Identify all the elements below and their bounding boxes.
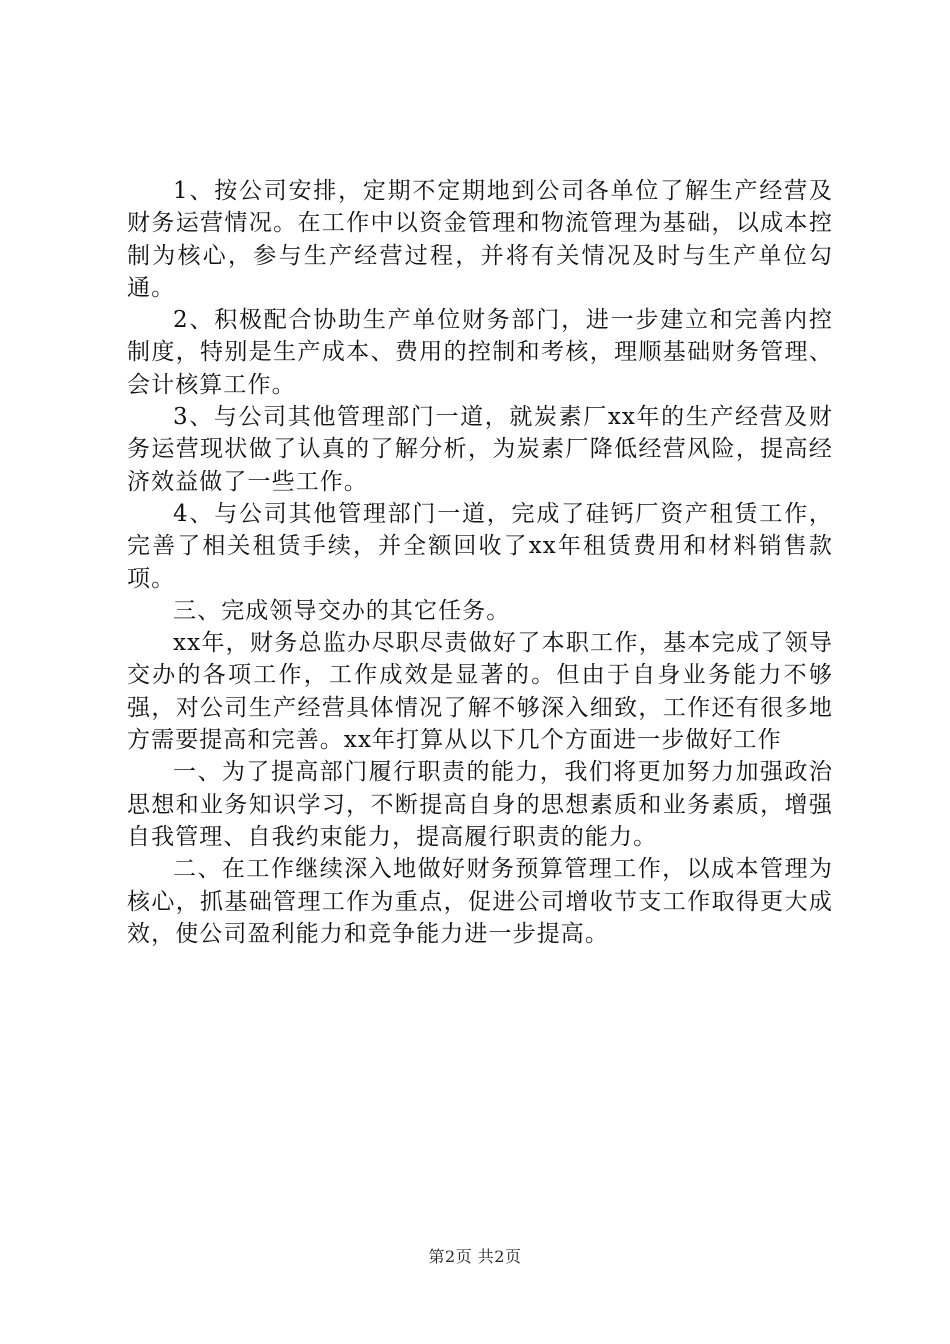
paragraph-1: 1、按公司安排，定期不定期地到公司各单位了解生产经营及财务运营情况。在工作中以资金管理和物流管理为基础，以成本控制为核心，参与生产经营过程，并将有关情况及时与生产单位勾通。: [127, 178, 833, 301]
section-heading-3: 三、完成领导交办的其它任务。: [173, 597, 511, 624]
paragraph-4: 4、与公司其他管理部门一道，完成了硅钙厂资产租赁工作，完善了相关租赁手续，并全额回收了xx年租赁费用和材料销售款项。: [127, 500, 833, 592]
paragraph-summary: xx年，财务总监办尽职尽责做好了本职工作，基本完成了领导交办的各项工作，工作成效是显著的。但由于自身业务能力不够强，对公司生产经营具体情况了解不够深入细致，工作还有很多地方需要提高和完善。xx年打算从以下几个方面进一步做好工作: [127, 630, 833, 754]
plan-item-1: 一、为了提高部门履行职责的能力，我们将更加努力加强政治思想和业务知识学习，不断提高自身的思想素质和业务素质，增强自我管理、自我约束能力，提高履行职责的能力。: [127, 759, 833, 850]
document-body: [127, 175, 833, 950]
paragraph-3: 3、与公司其他管理部门一道，就炭素厂xx年的生产经营及财务运营现状做了认真的了解分析，为炭素厂降低经营风险，提高经济效益做了一些工作。: [127, 404, 833, 495]
paragraph-2: 2、积极配合协助生产单位财务部门，进一步建立和完善内控制度，特别是生产成本、费用的控制和考核，理顺基础财务管理、会计核算工作。: [127, 307, 833, 398]
plan-item-2: 二、在工作继续深入地做好财务预算管理工作，以成本管理为核心，抓基础管理工作为重点，促进公司增收节支工作取得更大成效，使公司盈利能力和竞争能力进一步提高。: [127, 856, 833, 947]
page-number-footer: 第2页 共2页: [428, 1247, 522, 1266]
